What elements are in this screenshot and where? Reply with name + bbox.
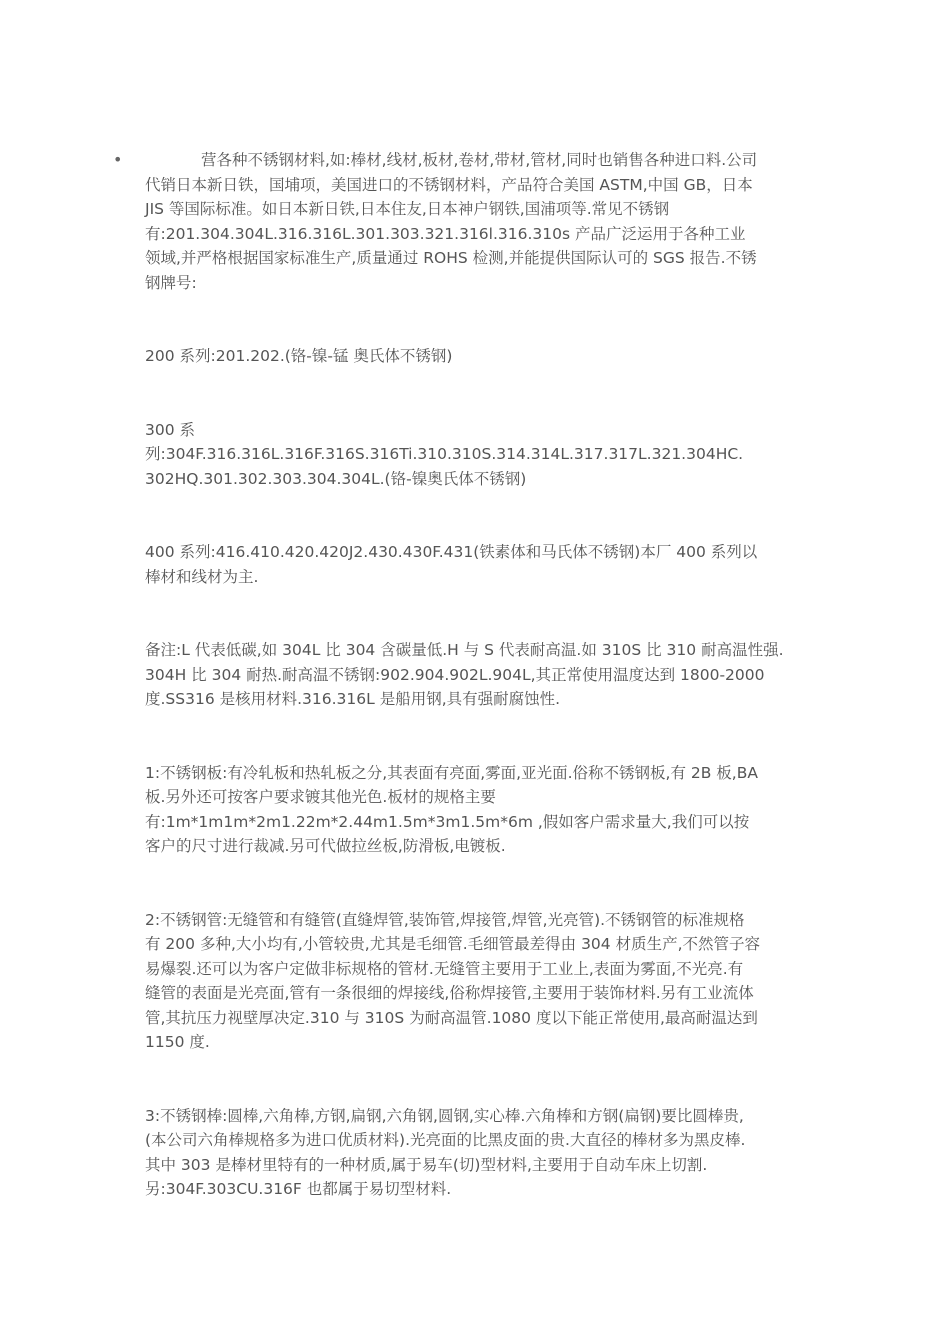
bullet-marker: • — [113, 150, 123, 169]
plate-paragraph: 1:不锈钢板:有冷轧板和热轧板之分,其表面有亮面,雾面,亚光面.俗称不锈钢板,有 2B 板,BA 板.另外还可按客户要求镀其他光色.板材的规格主要 有:1m*1m1m*2m1.22m*2.44m1.5m*3m1.5m*6m ,假如客户需求量大,我们可以按 客户的尺寸进行裁减.另可代做拉丝板,防滑板,电镀板. — [145, 763, 758, 855]
series-400-paragraph: 400 系列:416.410.420.420J2.430.430F.431(铁素体和马氏体不锈钢)本厂 400 系列以 棒材和线材为主. — [145, 543, 758, 586]
document-body — [145, 148, 810, 1202]
series-200-paragraph: 200 系列:201.202.(铬-镍-锰 奥氏体不锈钢) — [145, 347, 453, 365]
bar-paragraph: 3:不锈钢棒:圆棒,六角棒,方钢,扁钢,六角钢,圆钢,实心棒.六角棒和方钢(扁钢)要比圆棒贵, (本公司六角棒规格多为进口优质材料).光亮面的比黑皮面的贵.大直径的棒材多为黑皮棒. 其中 303 是棒材里特有的一种材质,属于易车(切)型材料,主要用于自动车床上切割. 另:304F.303CU.316F 也都属于易切型材料. — [145, 1106, 746, 1198]
pipe-paragraph: 2:不锈钢管:无缝管和有缝管(直缝焊管,装饰管,焊接管,焊管,光亮管).不锈钢管的标准规格 有 200 多种,大小均有,小管较贵,尤其是毛细管.毛细管最差得由 304 材质生产,不然管子容 易爆裂.还可以为客户定做非标规格的管材.无缝管主要用于工业上,表面为雾面,不光亮.有 缝管的表面是光亮面,管有一条很细的焊接线,俗称焊接管,主要用于装饰材料.另有工业流体 管,其抗压力视壁厚决定.310 与 310S 为耐高温管.1080 度以下能正常使用,最高耐温达到 1150 度. — [145, 910, 761, 1051]
note-paragraph: 备注:L 代表低碳,如 304L 比 304 含碳量低.H 与 S 代表耐高温.如 310S 比 310 耐高温性强. 304H 比 304 耐热.耐高温不锈钢:902.904.902L.904L,其正常使用温度达到 1800-2000 度.SS316 是核用材料.316.316L 是船用钢,具有强耐腐蚀性. — [145, 641, 784, 708]
series-300-paragraph: 300 系 列:304F.316.316L.316F.316S.316Ti.310.310S.314.314L.317.317L.321.304HC. 302HQ.301.302.303.304.304L.(铬-镍奥氏体不锈钢) — [145, 420, 744, 488]
intro-paragraph: 营各种不锈钢材料,如:棒材,线材,板材,卷材,带材,管材,同时也销售各种进口料.公司 代销日本新日铁，国埔项，美国进口的不锈钢材料，产品符合美国 ASTM,中国 GB，日本 JIS 等国际标准。如日本新日铁,日本住友,日本神户钢铁,国浦项等.常见不锈钢 有:201.304.304L.316.316L.301.303.321.316l.316.310s 产品广泛运用于各种工业 领域,并严格根据国家标准生产,质量通过 ROHS 检测,并能提供国际认可的 SGS 报告.不锈 钢牌号: — [145, 151, 758, 292]
